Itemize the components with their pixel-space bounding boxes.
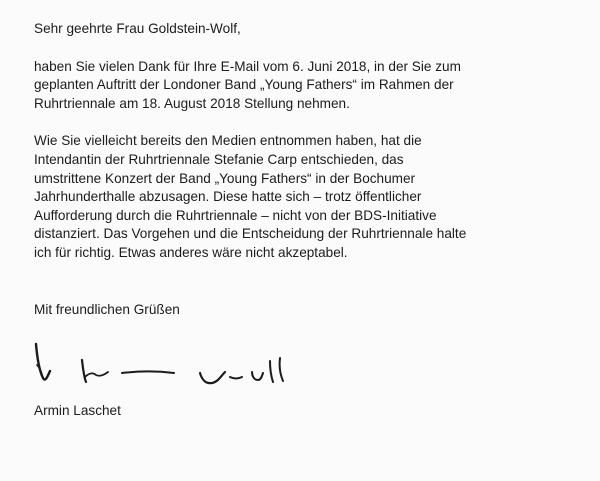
closing-line: Mit freundlichen Grüßen (34, 301, 180, 317)
salutation-line: Sehr geehrte Frau Goldstein-Wolf, (34, 21, 241, 36)
paragraph-1-line: haben Sie vielen Dank für Ihre E-Mail vom 6. Juni 2018, in der Sie zum (34, 58, 461, 74)
paragraph-2-line: umstrittene Konzert der Band „Young Fathers“ in der Bochumer (34, 170, 416, 186)
paragraph-2-line: Intendantin der Ruhrtriennale Stefanie Carp entschieden, das (34, 151, 404, 167)
signer-name: Armin Laschet (34, 403, 121, 418)
closing (34, 301, 584, 320)
paragraph-2-line: distanziert. Das Vorgehen und die Entscheidung der Ruhrtriennale halte (34, 226, 467, 242)
paragraph-2-line: Jahrhunderthalle abzusagen. Diese hatte sich – trotz öffentlicher (34, 189, 422, 205)
salutation (34, 20, 584, 39)
paragraph-2 (34, 132, 584, 262)
letter-body (34, 20, 584, 319)
paragraph-2-line: Wie Sie vielleicht bereits den Medien entnommen haben, hat die (34, 133, 422, 149)
paragraph-2-line: Aufforderung durch die Ruhrtriennale – nicht von der BDS-Initiative (34, 207, 437, 223)
paragraph-1-line: geplanten Auftritt der Londoner Band „Young Fathers“ im Rahmen der (34, 77, 454, 93)
paragraph-1-line: Ruhrtriennale am 18. August 2018 Stellung nehmen. (34, 95, 350, 111)
paragraph-1 (34, 58, 584, 114)
paragraph-2-line: ich für richtig. Etwas anderes wäre nicht akzeptabel. (34, 244, 348, 260)
handwritten-signature (34, 338, 304, 396)
